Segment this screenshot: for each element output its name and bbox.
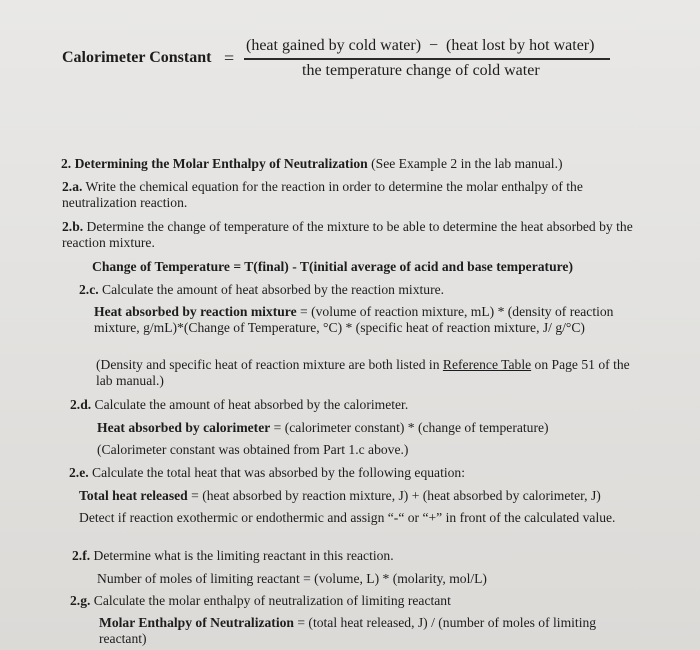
equals-sign: = <box>224 48 235 68</box>
step-2b-text: Determine the change of temperature of the mixture to be able to determine the heat absorbed by the reaction mixture. <box>62 219 633 250</box>
step-2f-text: Determine what is the limiting reactant in this reaction. <box>90 548 394 563</box>
step-2c-note <box>96 357 632 389</box>
step-2f <box>72 547 394 564</box>
fraction-bar <box>244 58 610 60</box>
step-2c-label: 2.c. <box>79 282 99 297</box>
formula-denominator: the temperature change of cold water <box>302 62 540 79</box>
step-2d-formula <box>97 419 549 436</box>
step-2d <box>70 396 408 413</box>
step-2c-formula-rest: = (volume of reaction mixture, mL) * (density of reaction mixture, g/mL)*(Change of Temperature, °C) * (specific heat of reaction mixture, J/ g/°C) <box>94 304 614 335</box>
step-2c-formula <box>94 304 632 336</box>
formula-numerator: (heat gained by cold water) − (heat lost by hot water) <box>246 37 595 54</box>
step-2d-formula-bold: Heat absorbed by calorimeter <box>97 420 271 435</box>
step-2g-formula <box>99 615 631 647</box>
step-2a-text: Write the chemical equation for the reaction in order to determine the molar enthalpy of the neutralization reaction. <box>62 179 583 210</box>
step-2e-text: Calculate the total heat that was absorbed by the following equation: <box>88 465 466 480</box>
step-2g-formula-bold: Molar Enthalpy of Neutralization <box>99 615 294 630</box>
section-2-reference: (See Example 2 in the lab manual.) <box>367 156 563 171</box>
step-2b-label: 2.b. <box>62 219 84 234</box>
step-2f-label: 2.f. <box>72 548 91 563</box>
step-2e-label: 2.e. <box>69 465 89 480</box>
step-2g-text: Calculate the molar enthalpy of neutralization of limiting reactant <box>90 593 451 608</box>
calorimeter-constant-label: Calorimeter Constant <box>62 49 212 66</box>
step-2g-label: 2.g. <box>70 593 91 608</box>
step-2c-formula-bold: Heat absorbed by reaction mixture <box>94 304 297 319</box>
step-2g <box>70 592 451 609</box>
step-2e-note: Detect if reaction exothermic or endothermic and assign “-“ or “+” in front of the calculated value. <box>79 510 616 525</box>
section-2-title: 2. Determining the Molar Enthalpy of Neutralization <box>61 156 368 171</box>
step-2c <box>79 281 444 298</box>
step-2b-formula: Change of Temperature = T(final) - T(initial average of acid and base temperature) <box>92 259 573 274</box>
step-2d-formula-rest: = (calorimeter constant) * (change of temperature) <box>270 420 549 435</box>
step-2d-note: (Calorimeter constant was obtained from Part 1.c above.) <box>97 442 409 457</box>
step-2c-text: Calculate the amount of heat absorbed by the reaction mixture. <box>98 282 445 297</box>
step-2g-formula-rest: = (total heat released, J) / (number of moles of limiting reactant) <box>99 615 597 646</box>
step-2b <box>62 219 634 251</box>
step-2d-text: Calculate the amount of heat absorbed by the calorimeter. <box>91 397 409 412</box>
step-2c-note-pre: (Density and specific heat of reaction mixture are both listed in <box>96 357 443 372</box>
step-2e <box>69 464 465 481</box>
step-2a <box>62 179 634 211</box>
step-2f-formula: Number of moles of limiting reactant = (volume, L) * (molarity, mol/L) <box>97 571 487 586</box>
reference-table-link[interactable]: Reference Table <box>442 357 532 372</box>
step-2a-label: 2.a. <box>62 179 83 194</box>
step-2e-formula-rest: = (heat absorbed by reaction mixture, J) + (heat absorbed by calorimeter, J) <box>187 488 601 503</box>
step-2d-label: 2.d. <box>70 397 92 412</box>
step-2c-note-post: on Page 51 of the lab manual.) <box>96 357 630 388</box>
step-2e-formula-bold: Total heat released <box>79 488 188 503</box>
section-2-heading <box>61 155 563 172</box>
step-2e-formula <box>79 487 601 504</box>
